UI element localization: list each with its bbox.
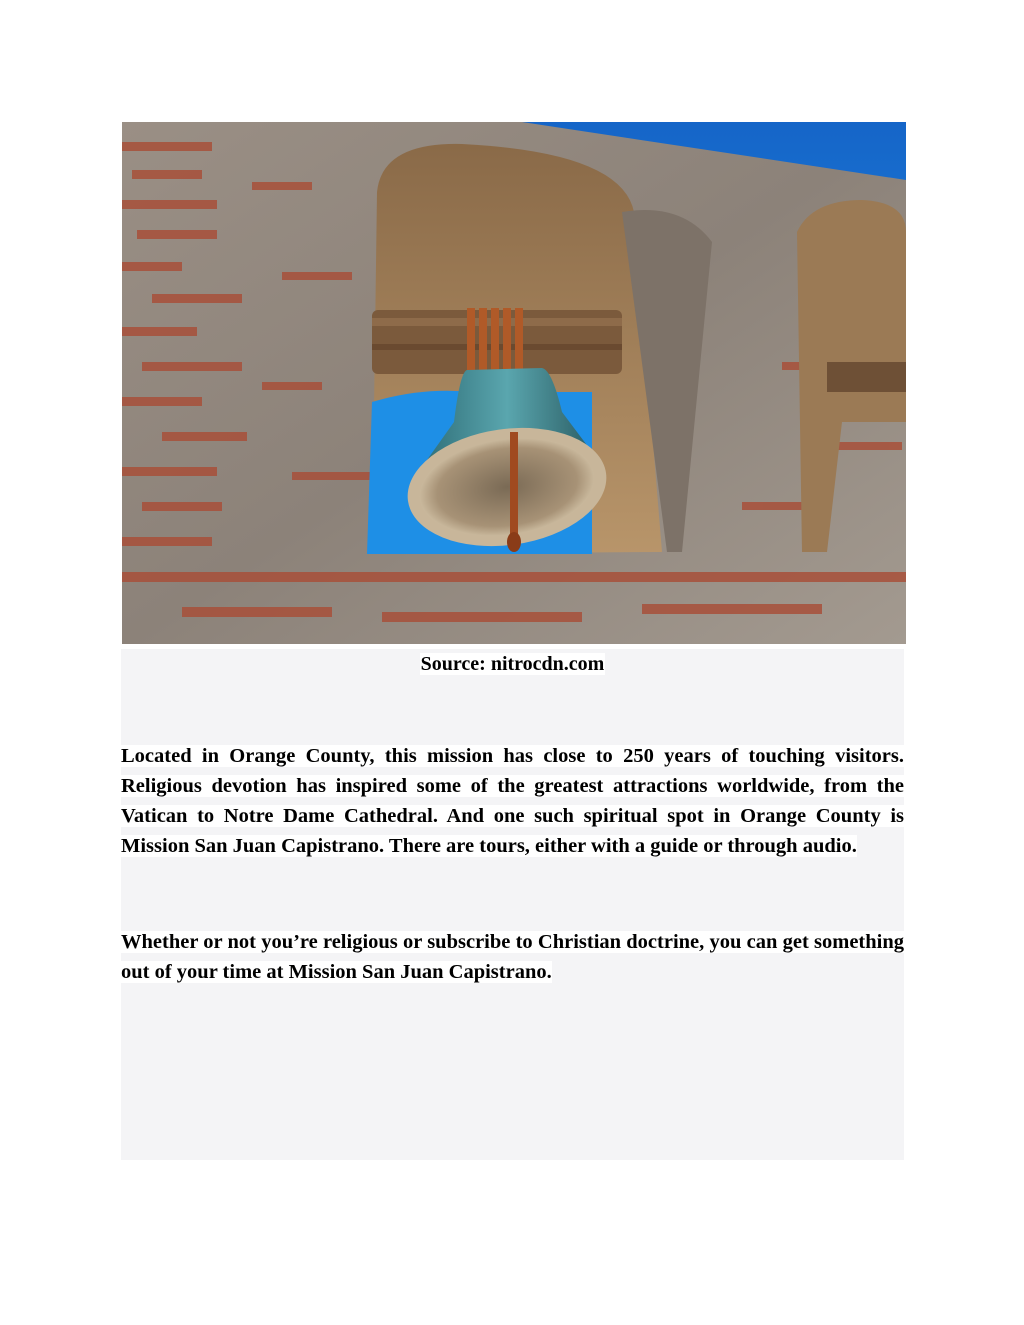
text-background-panel bbox=[121, 649, 904, 1160]
paragraph-visitor-note bbox=[121, 927, 904, 987]
caption-text: Source: nitrocdn.com bbox=[420, 653, 605, 675]
paragraph-mission-intro bbox=[121, 741, 904, 861]
paragraph-text: Whether or not you’re religious or subscribe to Christian doctrine, you can get something out of your time at Mission San Juan Capistrano. bbox=[121, 931, 904, 983]
paragraph-text: Located in Orange County, this mission has close to 250 years of touching visitors. Religious devotion has inspired some of the greatest attractions worldwide, from the Vatican to Notre Dame Cathedral. And one such spiritual spot in Orange County is Mission San Juan Capistrano. There are tours, either with a guide or through audio. bbox=[121, 745, 904, 857]
mission-bell-photo bbox=[122, 122, 906, 644]
image-caption bbox=[121, 652, 904, 676]
